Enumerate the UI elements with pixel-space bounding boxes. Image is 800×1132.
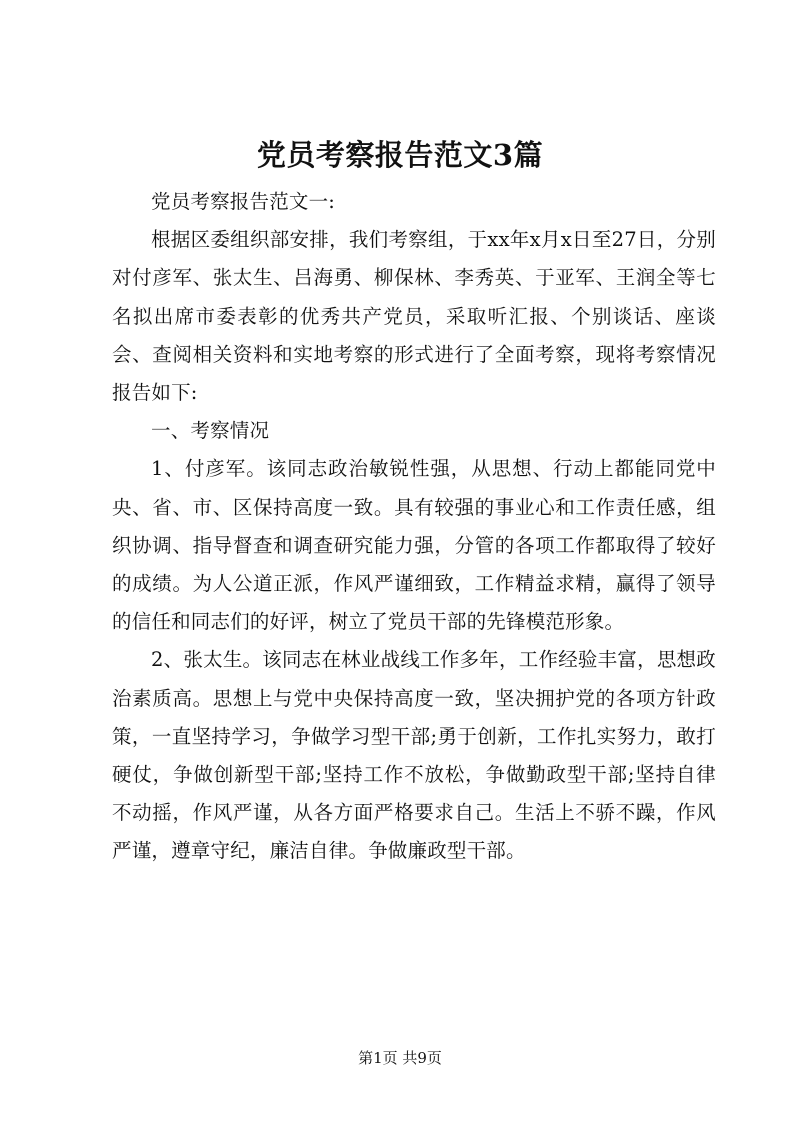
paragraph-intro: 根据区委组织部安排，我们考察组，于xx年x月x日至27日，分别对付彦军、张太生、吕海勇、柳保林、李秀英、于亚军、王润全等七名拟出席市委表彰的优秀共产党员，采取听汇报、个别谈话、座谈会、查阅相关资料和实地考察的形式进行了全面考察，现将考察情况报告如下: bbox=[112, 228, 716, 405]
page-footer: 第1页 共9页 bbox=[358, 1049, 442, 1067]
document-body bbox=[112, 183, 716, 871]
paragraph-item-1: 1、付彦军。该同志政治敏锐性强，从思想、行动上都能同党中央、省、市、区保持高度一致。具有较强的事业心和工作责任感，组织协调、指导督查和调查研究能力强，分管的各项工作都取得了较好的成绩。为人公道正派，作风严谨细致，工作精益求精，赢得了领导的信任和同志们的好评，树立了党员干部的先锋模范形象。 bbox=[112, 457, 716, 634]
document-title: 党员考察报告范文3篇 bbox=[256, 138, 544, 172]
paragraph-subtitle: 党员考察报告范文一: bbox=[151, 190, 336, 213]
paragraph-item-2: 2、张太生。该同志在林业战线工作多年，工作经验丰富，思想政治素质高。思想上与党中央保持高度一致，坚决拥护党的各项方针政策，一直坚持学习，争做学习型干部;勇于创新，工作扎实努力，敢打硬仗，争做创新型干部;坚持工作不放松，争做勤政型干部;坚持自律不动摇，作风严谨，从各方面严格要求自己。生活上不骄不躁，作风严谨，遵章守纪，廉洁自律。争做廉政型干部。 bbox=[112, 648, 716, 863]
section-heading: 一、考察情况 bbox=[151, 419, 270, 443]
